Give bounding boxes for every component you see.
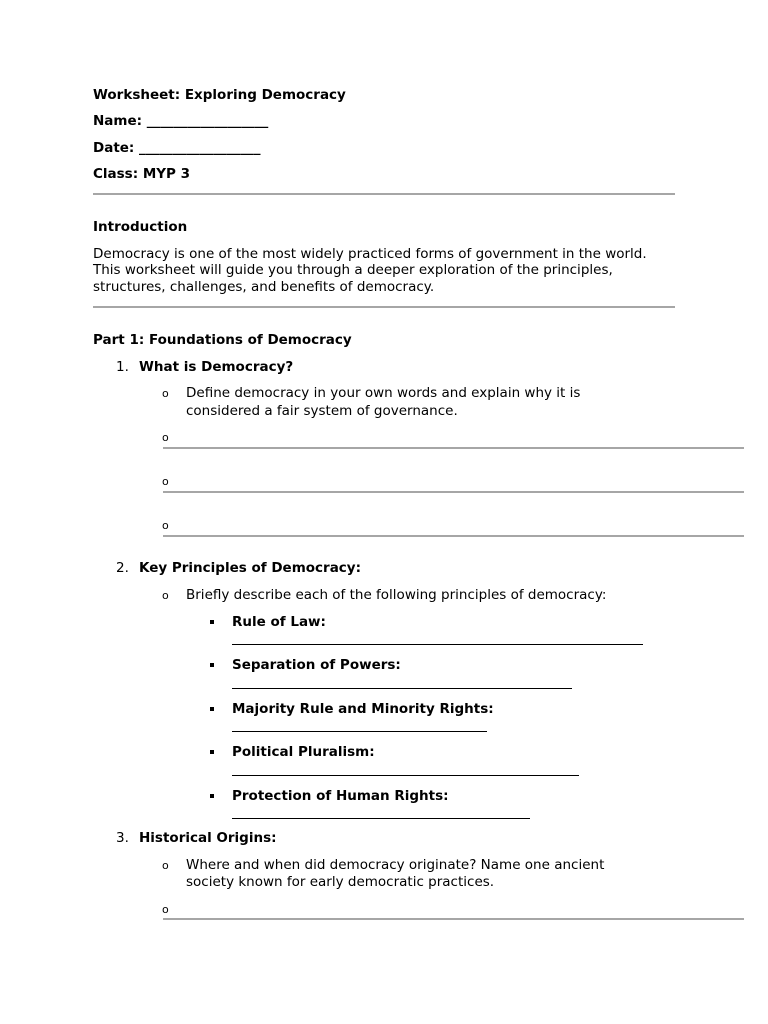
answer-blank[interactable] [232, 688, 572, 689]
question-prompt: Where and when did democracy originate? Name one ancient [186, 857, 605, 873]
intro-line: Democracy is one of the most widely practiced forms of government in the world. [93, 246, 647, 262]
question-title: What is Democracy? [139, 359, 294, 375]
answer-blank[interactable] [232, 818, 530, 819]
introduction-heading: Introduction [93, 219, 188, 235]
question-number: 3. [116, 830, 129, 846]
circle-bullet-icon: o [162, 903, 169, 916]
square-bullet-icon [210, 707, 214, 711]
answer-line[interactable] [163, 918, 744, 920]
question-title: Key Principles of Democracy: [139, 560, 362, 576]
answer-blank[interactable] [232, 775, 579, 776]
circle-bullet-icon: o [162, 589, 169, 602]
principle-label: Majority Rule and Minority Rights: [232, 701, 494, 717]
question-number: 1. [116, 359, 129, 375]
question-number: 2. [116, 560, 129, 576]
date-field[interactable]: Date: __________________ [93, 140, 261, 156]
square-bullet-icon [210, 620, 214, 624]
principle-label: Political Pluralism: [232, 744, 375, 760]
circle-bullet-icon: o [162, 431, 169, 444]
square-bullet-icon [210, 663, 214, 667]
principle-label: Rule of Law: [232, 614, 326, 630]
part1-heading: Part 1: Foundations of Democracy [93, 332, 352, 348]
class-label: Class: MYP 3 [93, 166, 191, 182]
divider [93, 306, 675, 308]
principle-label: Separation of Powers: [232, 657, 401, 673]
circle-bullet-icon: o [162, 519, 169, 532]
divider [93, 193, 675, 195]
answer-line[interactable] [163, 491, 744, 493]
answer-blank[interactable] [232, 644, 643, 645]
principle-label: Protection of Human Rights: [232, 788, 449, 804]
answer-line[interactable] [163, 447, 744, 449]
answer-blank[interactable] [232, 731, 487, 732]
question-prompt: Define democracy in your own words and explain why it is [186, 385, 581, 401]
name-field[interactable]: Name: __________________ [93, 113, 269, 129]
answer-line[interactable] [163, 535, 744, 537]
intro-line: structures, challenges, and benefits of democracy. [93, 279, 435, 295]
square-bullet-icon [210, 794, 214, 798]
circle-bullet-icon: o [162, 387, 169, 400]
circle-bullet-icon: o [162, 475, 169, 488]
square-bullet-icon [210, 750, 214, 754]
question-title: Historical Origins: [139, 830, 277, 846]
circle-bullet-icon: o [162, 859, 169, 872]
worksheet-title: Worksheet: Exploring Democracy [93, 87, 346, 103]
question-prompt: Briefly describe each of the following principles of democracy: [186, 587, 607, 603]
question-prompt: considered a fair system of governance. [186, 403, 458, 419]
intro-line: This worksheet will guide you through a deeper exploration of the principles, [93, 262, 613, 278]
question-prompt: society known for early democratic practices. [186, 874, 495, 890]
